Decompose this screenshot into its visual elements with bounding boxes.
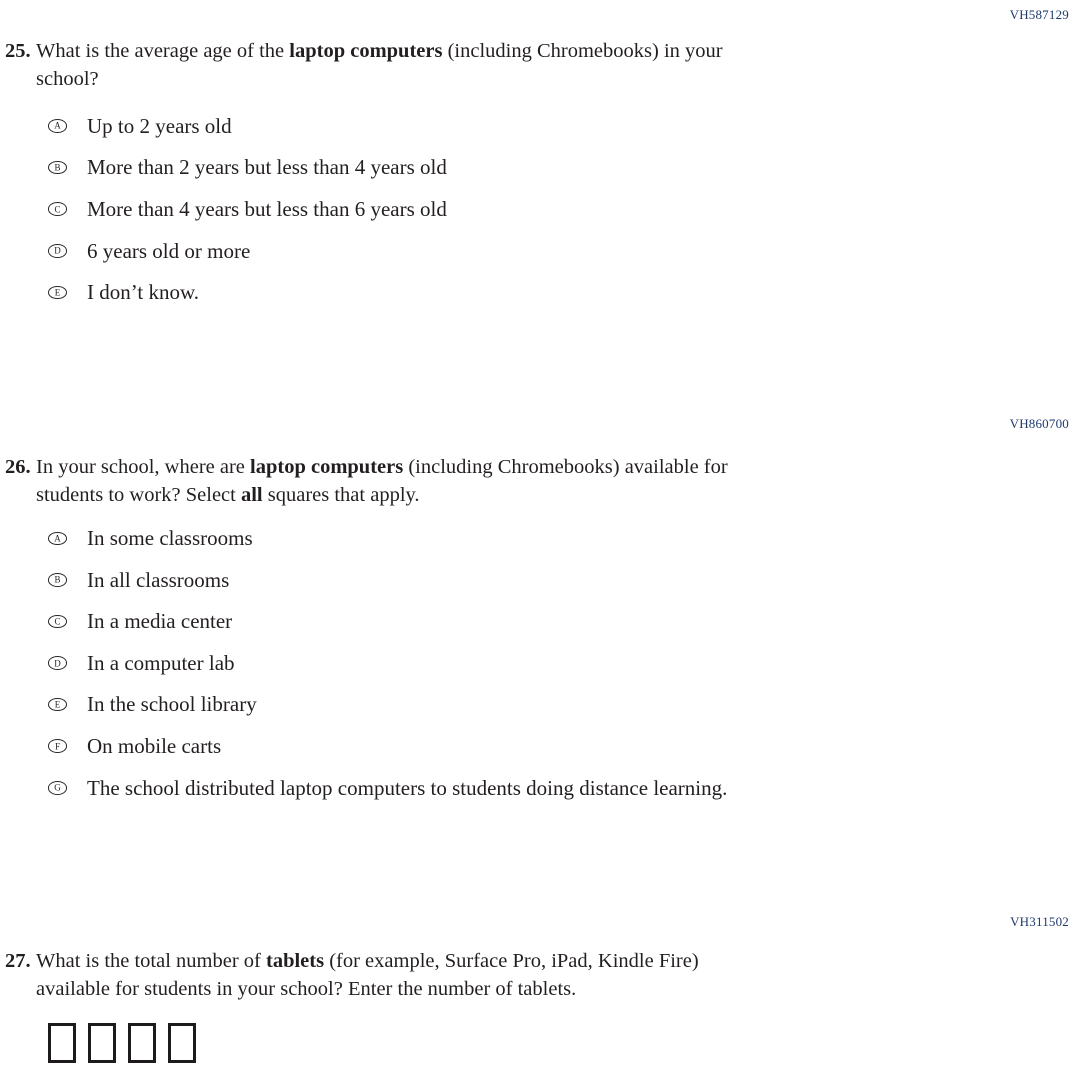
option-label: I don’t know. xyxy=(87,280,199,305)
option-bubble-icon[interactable] xyxy=(48,244,67,258)
tablet-count-digit-box-1[interactable] xyxy=(48,1023,76,1063)
question-26-number: 26. xyxy=(5,456,31,478)
prompt-line xyxy=(36,481,728,509)
option-letter: E xyxy=(54,699,61,710)
prompt-bold-text: laptop computers xyxy=(289,40,443,62)
q26-option-c[interactable] xyxy=(48,610,727,633)
option-label: The school distributed laptop computers to students doing distance learning. xyxy=(87,775,728,800)
tablet-count-digit-box-3[interactable] xyxy=(128,1023,156,1063)
question-27 xyxy=(5,947,699,1003)
q25-option-d[interactable] xyxy=(48,240,447,263)
question-25-options xyxy=(48,115,447,323)
option-label: In some classrooms xyxy=(87,526,253,550)
option-label: More than 2 years but less than 4 years old xyxy=(87,155,447,180)
option-label: 6 years old or more xyxy=(87,238,251,263)
option-label: In the school library xyxy=(87,692,257,717)
option-letter: A xyxy=(54,533,61,544)
tablet-count-entry xyxy=(48,1023,196,1063)
question-26-options xyxy=(48,527,727,818)
prompt-bold-text: laptop computers xyxy=(250,456,404,478)
q25-option-e[interactable] xyxy=(48,281,447,304)
option-letter: B xyxy=(54,162,61,173)
question-26 xyxy=(5,453,728,509)
question-27-prompt xyxy=(36,947,699,1003)
prompt-text: available for students in your school? Enter the number of tablets. xyxy=(36,978,577,1000)
prompt-text: students to work? Select xyxy=(36,484,241,506)
prompt-line xyxy=(36,947,699,975)
question-25 xyxy=(5,37,723,93)
prompt-text: (including Chromebooks) available for xyxy=(403,456,728,478)
option-bubble-icon[interactable] xyxy=(48,202,67,216)
prompt-line xyxy=(36,65,723,93)
prompt-text: In your school, where are xyxy=(36,456,251,478)
tablet-count-digit-box-2[interactable] xyxy=(88,1023,116,1063)
prompt-bold-text: tablets xyxy=(266,950,325,972)
prompt-text: (for example, Surface Pro, iPad, Kindle Fire) xyxy=(324,950,699,972)
prompt-bold-text: all xyxy=(240,484,263,506)
option-label: On mobile carts xyxy=(87,733,222,758)
option-label: In all classrooms xyxy=(87,567,230,592)
tablet-count-digit-box-4[interactable] xyxy=(168,1023,196,1063)
prompt-text: squares that apply. xyxy=(262,484,420,506)
option-letter: F xyxy=(54,741,60,752)
option-bubble-icon[interactable] xyxy=(48,532,67,546)
option-bubble-icon[interactable] xyxy=(48,615,67,629)
option-letter: B xyxy=(54,574,61,585)
q26-option-g[interactable] xyxy=(48,777,727,800)
q25-option-a[interactable] xyxy=(48,115,447,138)
prompt-text: school? xyxy=(36,68,99,90)
option-bubble-icon[interactable] xyxy=(48,698,67,712)
option-bubble-icon[interactable] xyxy=(48,781,67,795)
question-26-code: VH860700 xyxy=(1009,416,1069,431)
option-bubble-icon[interactable] xyxy=(48,573,67,587)
option-label: In a media center xyxy=(87,609,233,634)
prompt-text: What is the average age of the xyxy=(36,40,290,62)
option-letter: D xyxy=(54,658,61,669)
option-bubble-icon[interactable] xyxy=(48,286,67,300)
q26-option-d[interactable] xyxy=(48,652,727,675)
prompt-text: What is the total number of xyxy=(36,950,266,972)
option-label: Up to 2 years old xyxy=(87,113,232,138)
option-label: More than 4 years but less than 6 years old xyxy=(87,196,447,221)
option-label: In a computer lab xyxy=(87,650,235,675)
question-26-prompt xyxy=(36,453,728,509)
q26-option-b[interactable] xyxy=(48,569,727,592)
option-bubble-icon[interactable] xyxy=(48,161,67,175)
q25-option-c[interactable] xyxy=(48,198,447,221)
option-bubble-icon[interactable] xyxy=(48,739,67,753)
option-bubble-icon[interactable] xyxy=(48,119,67,133)
prompt-text: (including Chromebooks) in your xyxy=(442,40,723,62)
question-25-number: 25. xyxy=(5,40,31,62)
option-letter: C xyxy=(54,204,61,215)
prompt-line xyxy=(36,37,723,65)
question-25-code: VH587129 xyxy=(1009,7,1069,22)
q26-option-a[interactable] xyxy=(48,527,727,550)
option-bubble-icon[interactable] xyxy=(48,656,67,670)
prompt-line xyxy=(36,453,728,481)
option-letter: G xyxy=(54,782,61,793)
question-27-number: 27. xyxy=(5,950,31,972)
q25-option-b[interactable] xyxy=(48,156,447,179)
prompt-line xyxy=(36,975,699,1003)
question-27-code: VH311502 xyxy=(1010,914,1069,929)
question-25-prompt xyxy=(36,37,723,93)
q26-option-f[interactable] xyxy=(48,735,727,758)
option-letter: E xyxy=(54,287,61,298)
q26-option-e[interactable] xyxy=(48,693,727,716)
option-letter: A xyxy=(54,120,61,131)
option-letter: C xyxy=(54,616,61,627)
option-letter: D xyxy=(54,245,61,256)
